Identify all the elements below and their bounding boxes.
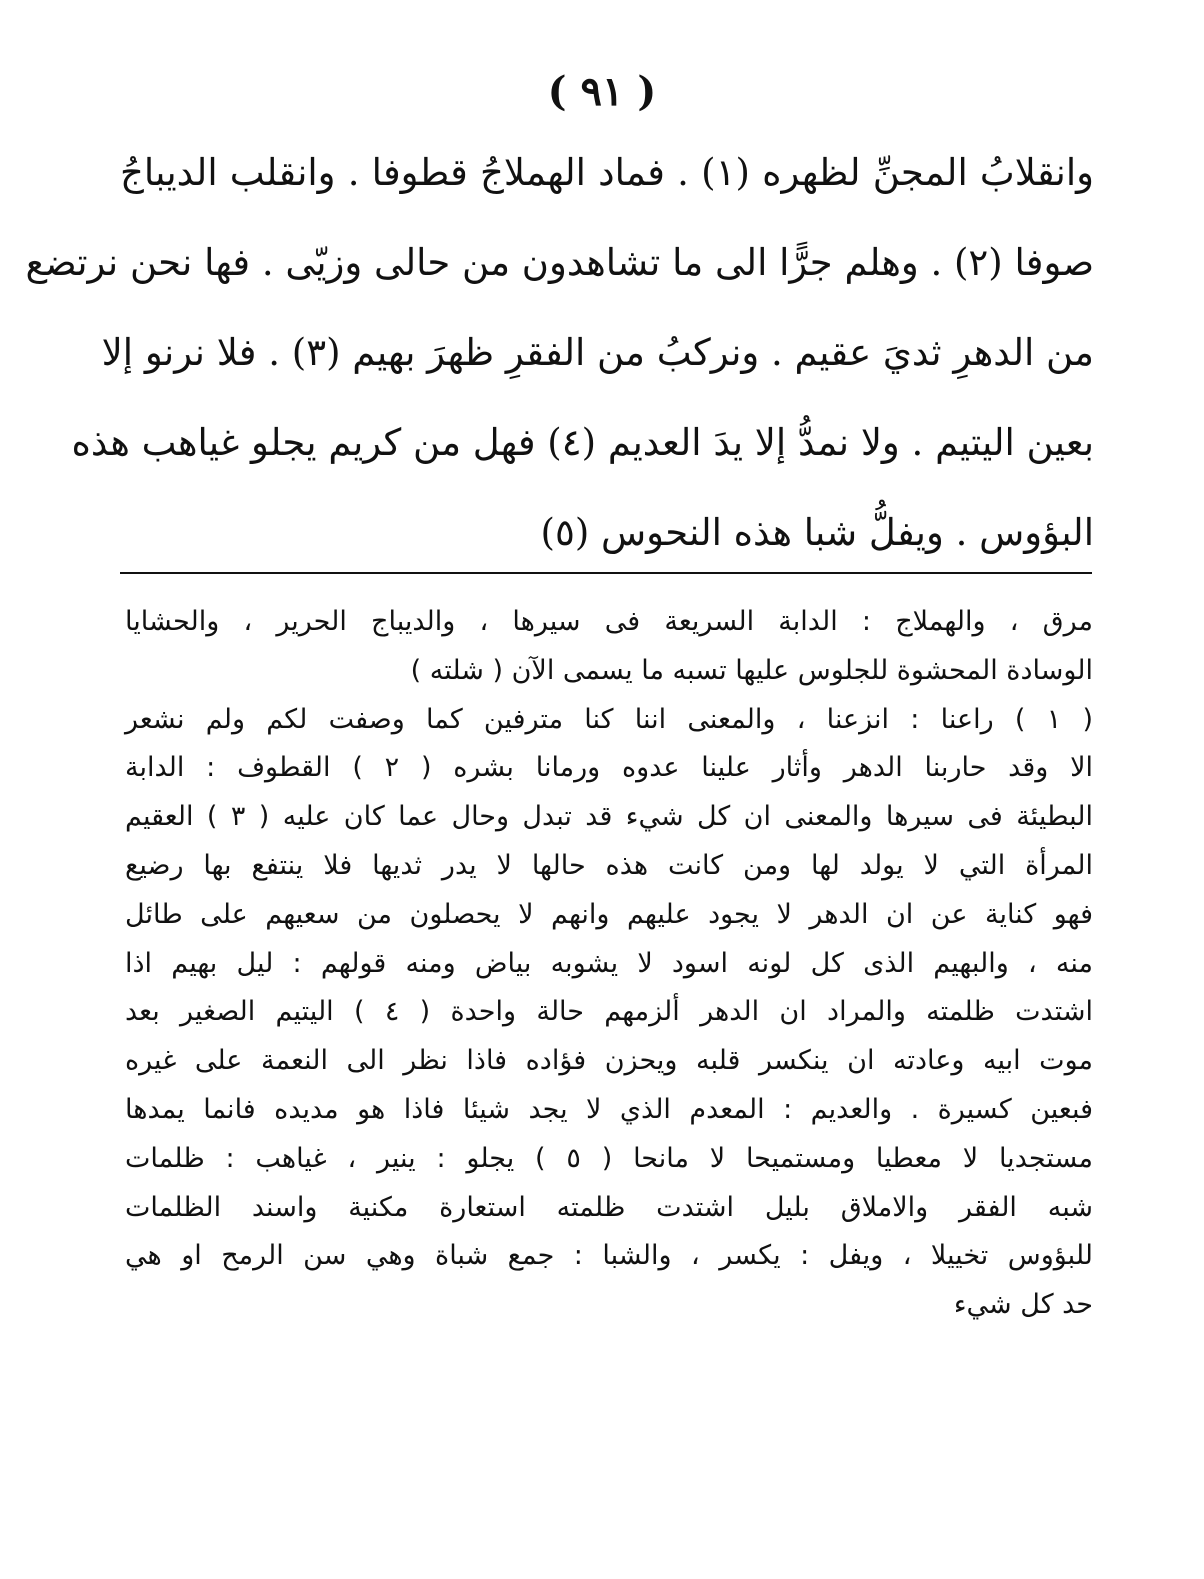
main-text-line: صوفا (٢) . وهلم جرًّا الى ما تشاهدون من حالى وزيّى . فها نحن نرتضع: [25, 241, 1094, 284]
footnote-line: ( ١ ) راعنا : انزعنا ، والمعنى اننا كنا مترفين كما وصفت لكم ولم نشعر: [125, 703, 1093, 735]
main-text: [25, 128, 1094, 578]
footnotes: [125, 598, 1093, 1330]
footnote-line: شبه الفقر والاملاق بليل اشتدت ظلمته استعارة مكنية واسند الظلمات: [125, 1191, 1093, 1223]
footnote-line: منه ، والبهيم الذى كل لونه اسود لا يشوبه بياض ومنه قولهم : ليل بهيم اذا: [125, 947, 1093, 979]
footnote-line: المرأة التي لا يولد لها ومن كانت هذه حالها لا يدر ثديها فلا ينتفع بها رضيع: [125, 849, 1093, 881]
footnote-line: اشتدت ظلمته والمراد ان الدهر ألزمهم حالة واحدة ( ٤ ) اليتيم الصغير بعد: [125, 996, 1093, 1028]
footnote-line: موت ابيه وعادته ان ينكسر قلبه ويحزن فؤاده فاذا نظر الى النعمة على غيره: [125, 1045, 1093, 1077]
footnote-line: فهو كناية عن ان الدهر لا يجود عليهم وانهم لا يحصلون من سعيهم على طائل: [125, 898, 1093, 930]
footnote-line: مرق ، والهملاج : الدابة السريعة فى سيرها ، والديباج الحرير ، والحشايا: [125, 606, 1093, 637]
main-text-line: البؤوس . ويفلُّ شبا هذه النحوس (٥): [540, 511, 1094, 554]
footnote-line: للبؤوس تخييلا ، ويفل : يكسر ، والشبا : جمع شباة وهي سن الرمح او هي: [125, 1240, 1093, 1272]
footnote-line: حد كل شيء: [953, 1289, 1093, 1321]
footnote-line: البطيئة فى سيرها والمعنى ان كل شيء قد تبدل وحال عما كان عليه ( ٣ ) العقيم: [125, 801, 1093, 833]
footnote-line: مستجديا لا معطيا ومستميحا لا مانحا ( ٥ ) يجلو : ينير ، غياهب : ظلمات: [125, 1142, 1093, 1174]
footnote-line: فبعين كسيرة . والعديم : المعدم الذي لا يجد شيئا فاذا هو مديده فانما يمدها: [125, 1093, 1093, 1125]
main-text-line: بعين اليتيم . ولا نمدُّ إلا يدَ العديم (٤) فهل من كريم يجلو غياهب هذه: [71, 421, 1094, 464]
footnote-separator: [120, 572, 1092, 574]
main-text-line: من الدهرِ ثديَ عقيم . ونركبُ من الفقرِ ظهرَ بهيم (٣) . فلا نرنو إلا: [101, 331, 1094, 374]
footnote-line: الوسادة المحشوة للجلوس عليها تسبه ما يسمى الآن ( شلته ): [410, 654, 1093, 686]
main-text-line: وانقلابُ المجنِّ لظهره (١) . فماد الهملاجُ قطوفا . وانقلب الديباجُ: [120, 151, 1094, 194]
footnote-line: الا وقد حاربنا الدهر وأثار علينا عدوه ورمانا بشره ( ٢ ) القطوف : الدابة: [125, 752, 1093, 784]
page-number: ( ٩١ ): [547, 68, 657, 115]
